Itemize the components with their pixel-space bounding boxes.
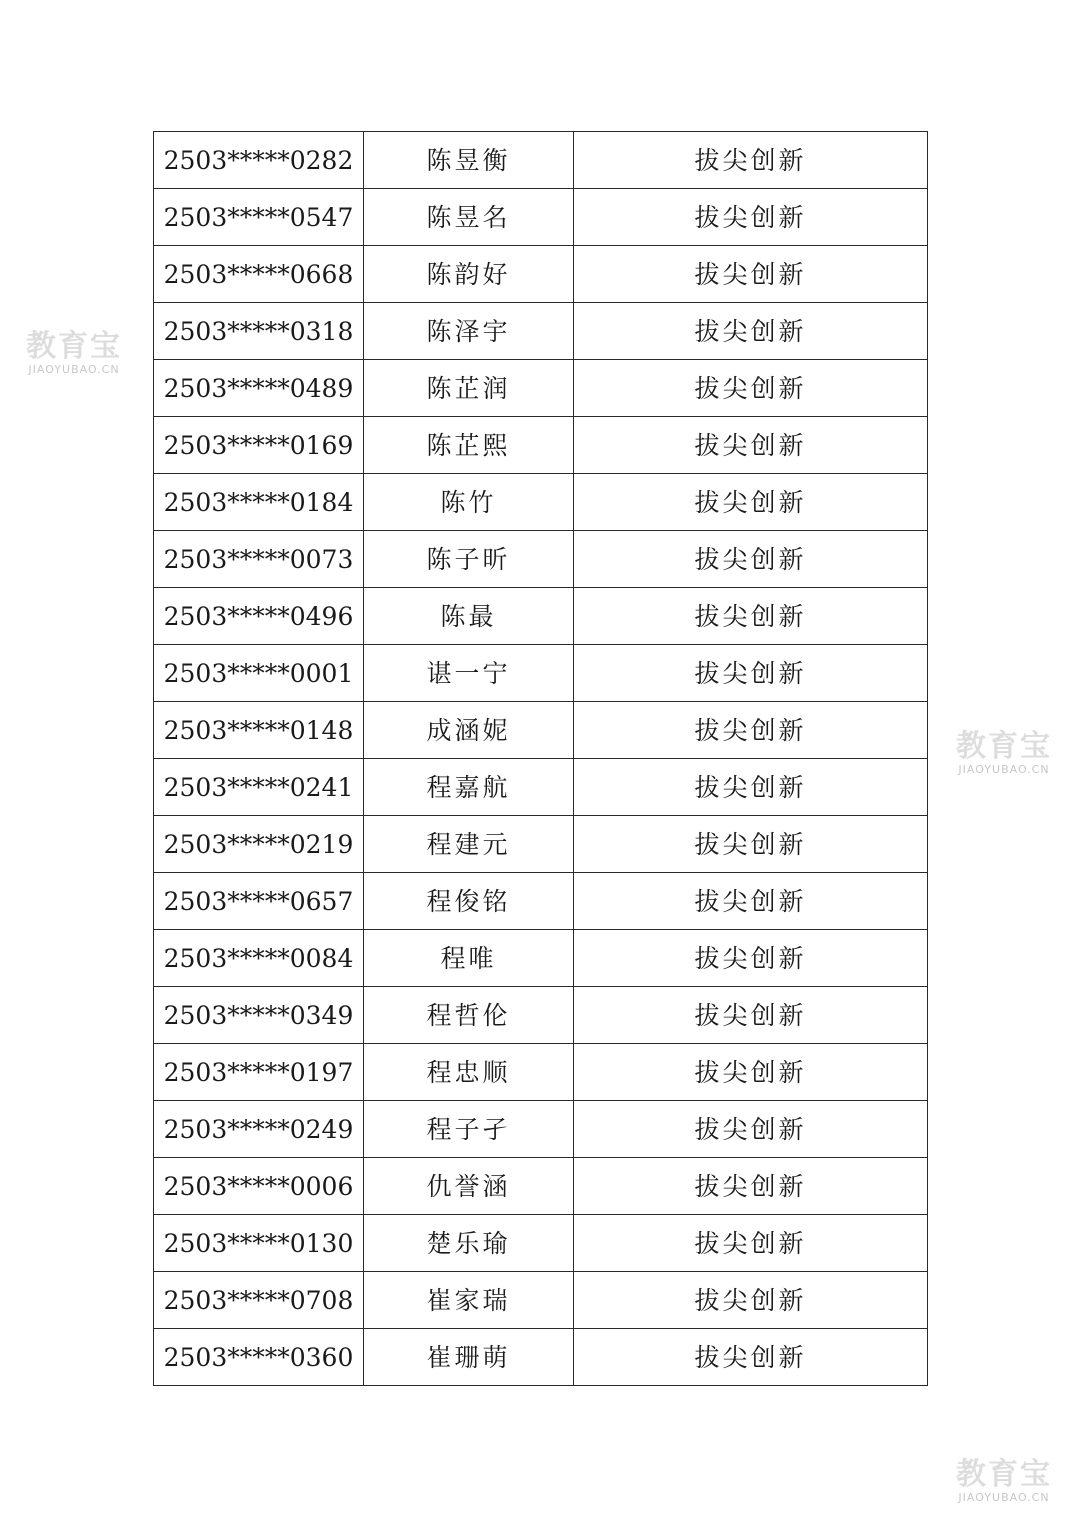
table-row bbox=[154, 930, 928, 987]
table-row bbox=[154, 189, 928, 246]
watermark-text: 教育宝 bbox=[26, 329, 122, 364]
watermark-text: 教育宝 bbox=[956, 1457, 1052, 1492]
student-name-cell: 程俊铭 bbox=[364, 873, 574, 930]
category-cell: 拔尖创新 bbox=[574, 531, 928, 588]
category-cell: 拔尖创新 bbox=[574, 1101, 928, 1158]
student-name-cell: 陈芷熙 bbox=[364, 417, 574, 474]
table-row bbox=[154, 1044, 928, 1101]
student-id-cell: 2503*****0130 bbox=[154, 1215, 364, 1272]
roster-table bbox=[153, 131, 928, 1386]
table-row bbox=[154, 588, 928, 645]
student-name-cell: 程唯 bbox=[364, 930, 574, 987]
student-id-cell: 2503*****0708 bbox=[154, 1272, 364, 1329]
student-name-cell: 崔家瑞 bbox=[364, 1272, 574, 1329]
table-row bbox=[154, 132, 928, 189]
category-cell: 拔尖创新 bbox=[574, 816, 928, 873]
student-name-cell: 楚乐瑜 bbox=[364, 1215, 574, 1272]
student-id-cell: 2503*****0148 bbox=[154, 702, 364, 759]
category-cell: 拔尖创新 bbox=[574, 1158, 928, 1215]
table-row bbox=[154, 1158, 928, 1215]
roster-table-body bbox=[154, 132, 928, 1386]
student-name-cell: 陈昱衡 bbox=[364, 132, 574, 189]
table-row bbox=[154, 702, 928, 759]
student-id-cell: 2503*****0073 bbox=[154, 531, 364, 588]
student-name-cell: 陈子昕 bbox=[364, 531, 574, 588]
student-id-cell: 2503*****0197 bbox=[154, 1044, 364, 1101]
table-row bbox=[154, 1101, 928, 1158]
category-cell: 拔尖创新 bbox=[574, 645, 928, 702]
category-cell: 拔尖创新 bbox=[574, 132, 928, 189]
student-id-cell: 2503*****0360 bbox=[154, 1329, 364, 1386]
category-cell: 拔尖创新 bbox=[574, 417, 928, 474]
student-id-cell: 2503*****0001 bbox=[154, 645, 364, 702]
student-id-cell: 2503*****0547 bbox=[154, 189, 364, 246]
student-name-cell: 程建元 bbox=[364, 816, 574, 873]
category-cell: 拔尖创新 bbox=[574, 588, 928, 645]
watermark-url: JIAOYUBAO.CN bbox=[958, 763, 1050, 776]
category-cell: 拔尖创新 bbox=[574, 474, 928, 531]
student-id-cell: 2503*****0184 bbox=[154, 474, 364, 531]
table-row bbox=[154, 1215, 928, 1272]
category-cell: 拔尖创新 bbox=[574, 873, 928, 930]
student-id-cell: 2503*****0282 bbox=[154, 132, 364, 189]
category-cell: 拔尖创新 bbox=[574, 1215, 928, 1272]
category-cell: 拔尖创新 bbox=[574, 930, 928, 987]
student-id-cell: 2503*****0169 bbox=[154, 417, 364, 474]
table-row bbox=[154, 873, 928, 930]
table-row bbox=[154, 645, 928, 702]
table-row bbox=[154, 474, 928, 531]
student-name-cell: 程哲伦 bbox=[364, 987, 574, 1044]
table-row bbox=[154, 246, 928, 303]
watermark-url: JIAOYUBAO.CN bbox=[958, 1491, 1050, 1504]
table-row bbox=[154, 1329, 928, 1386]
student-name-cell: 谌一宁 bbox=[364, 645, 574, 702]
category-cell: 拔尖创新 bbox=[574, 1044, 928, 1101]
table-row bbox=[154, 531, 928, 588]
student-name-cell: 仇誉涵 bbox=[364, 1158, 574, 1215]
student-id-cell: 2503*****0496 bbox=[154, 588, 364, 645]
student-id-cell: 2503*****0084 bbox=[154, 930, 364, 987]
category-cell: 拔尖创新 bbox=[574, 1272, 928, 1329]
student-id-cell: 2503*****0668 bbox=[154, 246, 364, 303]
student-name-cell: 陈最 bbox=[364, 588, 574, 645]
student-name-cell: 成涵妮 bbox=[364, 702, 574, 759]
student-name-cell: 陈竹 bbox=[364, 474, 574, 531]
student-id-cell: 2503*****0657 bbox=[154, 873, 364, 930]
student-id-cell: 2503*****0241 bbox=[154, 759, 364, 816]
student-id-cell: 2503*****0318 bbox=[154, 303, 364, 360]
student-name-cell: 程忠顺 bbox=[364, 1044, 574, 1101]
student-id-cell: 2503*****0249 bbox=[154, 1101, 364, 1158]
student-id-cell: 2503*****0349 bbox=[154, 987, 364, 1044]
category-cell: 拔尖创新 bbox=[574, 189, 928, 246]
student-name-cell: 陈芷润 bbox=[364, 360, 574, 417]
table-row bbox=[154, 1272, 928, 1329]
student-id-cell: 2503*****0006 bbox=[154, 1158, 364, 1215]
table-row bbox=[154, 987, 928, 1044]
table-row bbox=[154, 417, 928, 474]
student-name-cell: 陈昱名 bbox=[364, 189, 574, 246]
watermark-logo bbox=[948, 730, 1060, 776]
category-cell: 拔尖创新 bbox=[574, 759, 928, 816]
category-cell: 拔尖创新 bbox=[574, 987, 928, 1044]
student-name-cell: 程嘉航 bbox=[364, 759, 574, 816]
student-name-cell: 程子孑 bbox=[364, 1101, 574, 1158]
student-name-cell: 崔珊萌 bbox=[364, 1329, 574, 1386]
student-id-cell: 2503*****0489 bbox=[154, 360, 364, 417]
category-cell: 拔尖创新 bbox=[574, 360, 928, 417]
watermark-logo bbox=[948, 1458, 1060, 1504]
watermark-text: 教育宝 bbox=[956, 729, 1052, 764]
category-cell: 拔尖创新 bbox=[574, 1329, 928, 1386]
watermark-url: JIAOYUBAO.CN bbox=[28, 363, 120, 376]
category-cell: 拔尖创新 bbox=[574, 246, 928, 303]
student-name-cell: 陈韵好 bbox=[364, 246, 574, 303]
category-cell: 拔尖创新 bbox=[574, 303, 928, 360]
student-id-cell: 2503*****0219 bbox=[154, 816, 364, 873]
table-row bbox=[154, 303, 928, 360]
category-cell: 拔尖创新 bbox=[574, 702, 928, 759]
watermark-logo bbox=[18, 330, 130, 376]
table-row bbox=[154, 816, 928, 873]
table-row bbox=[154, 360, 928, 417]
student-name-cell: 陈泽宇 bbox=[364, 303, 574, 360]
table-row bbox=[154, 759, 928, 816]
